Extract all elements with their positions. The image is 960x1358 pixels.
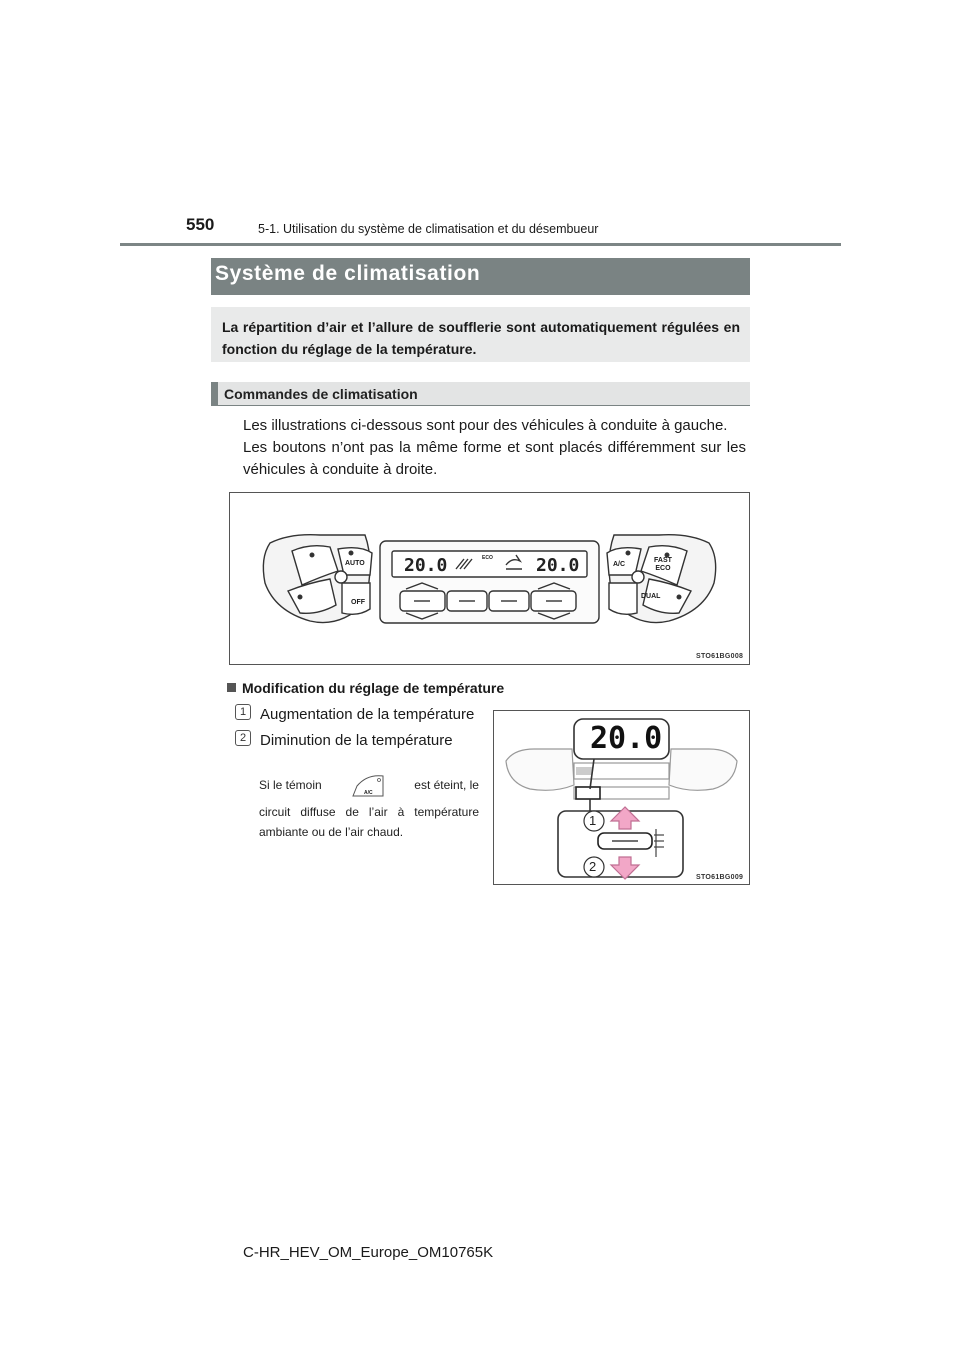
item-number-1: 1 [235, 704, 251, 720]
callout-number-1: 1 [589, 813, 597, 828]
off-button[interactable]: OFF [351, 599, 365, 606]
auto-button[interactable]: AUTO [345, 560, 365, 567]
figure-temp-detail [493, 710, 750, 885]
bullet-square [227, 683, 236, 692]
figure-control-panel [229, 492, 750, 665]
item-number-2: 2 [235, 730, 251, 746]
display-eco-label: ECO [482, 555, 493, 561]
note-line-1 [259, 772, 479, 798]
temp-section-heading: Modification du réglage de température [242, 680, 505, 696]
intro-text: La répartition d’air et l’allure de soufflerie sont automatiquement régulées en fonction du réglage de la température. [222, 319, 740, 357]
footer-doc-id: C-HR_HEV_OM_Europe_OM10765K [243, 1244, 494, 1261]
page-number: 550 [186, 215, 215, 234]
note-before: Si le témoin [259, 778, 322, 792]
callout-number-2: 2 [589, 859, 597, 874]
section-header: 5-1. Utilisation du système de climatisation et du désembueur [258, 222, 599, 236]
display-temp-right: 20.0 [536, 555, 580, 576]
subsection-accent [211, 382, 218, 406]
figure2-code: STO61BG009 [696, 874, 744, 881]
note-rest: circuit diffuse de l’air à température ambiante ou de l’air chaud. [259, 805, 479, 839]
item-label-1: Augmentation de la température [260, 706, 475, 723]
eco-label: ECO [655, 565, 671, 572]
control-panel-illustration [230, 493, 749, 664]
item-label-2: Diminution de la température [260, 732, 453, 749]
body-line-2: Les boutons n’ont pas la même forme et sont placés différemment sur les véhicules à conduite à droite. [243, 439, 746, 478]
page-title: Système de climatisation [215, 262, 481, 285]
display-temp-left: 20.0 [404, 555, 448, 576]
detail-display-temp: 20.0 [590, 721, 663, 756]
note-after: est éteint, le [414, 778, 479, 792]
figure1-code: STO61BG008 [696, 653, 744, 660]
ac-indicator-label: A/C [363, 790, 373, 796]
body-text [243, 415, 746, 481]
ac-indicator-icon [351, 772, 385, 798]
body-line-1: Les illustrations ci-dessous sont pour des véhicules à conduite à gauche. [243, 417, 728, 434]
ac-button[interactable]: A/C [613, 561, 626, 568]
fast-eco-button[interactable] [654, 557, 672, 573]
dual-button[interactable]: DUAL [641, 593, 661, 600]
header-rule [120, 243, 841, 246]
subsection-title: Commandes de climatisation [224, 386, 418, 402]
fast-label: FAST [654, 557, 672, 564]
